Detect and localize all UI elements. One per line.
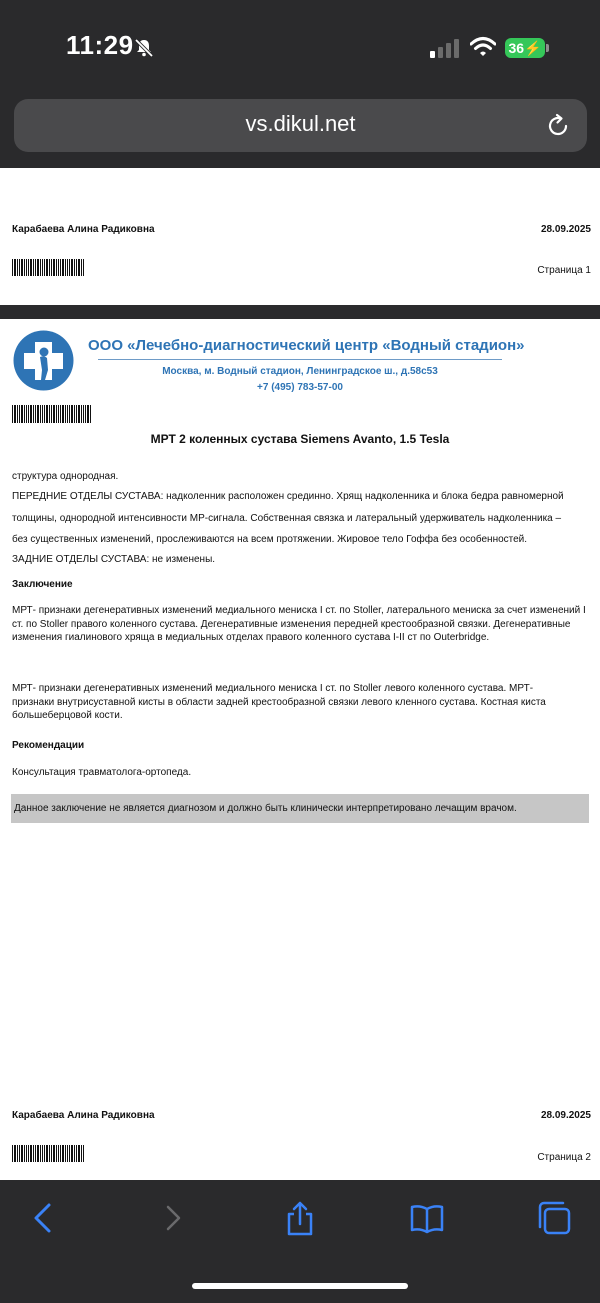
findings-line: без существенных изменений, прослеживаются на всем протяжении. Жировое тело Гоффа без особенностей. (12, 534, 528, 545)
findings-line: толщины, однородной интенсивности МР-сигнала. Собственная связка и латеральный удерживатель надколенника – (12, 513, 562, 524)
conclusion-heading: Заключение (12, 579, 73, 590)
battery-cap (546, 44, 549, 52)
page2-date: 28.09.2025 (540, 1110, 591, 1121)
page2-barcode (12, 1145, 85, 1162)
page2-number: Страница 2 (537, 1152, 591, 1163)
org-address: Москва, м. Водный стадион, Ленинградское ш., д.58с53 (162, 366, 438, 377)
page1-date: 28.09.2025 (540, 224, 591, 235)
page1-barcode (12, 259, 85, 276)
recommendations-heading: Рекомендации (12, 740, 85, 751)
document-title: МРТ 2 коленных сустава Siemens Avanto, 1.5 Tesla (150, 432, 450, 446)
status-time: 11:29 (66, 30, 134, 60)
book-icon[interactable] (409, 1200, 445, 1236)
share-icon[interactable] (282, 1200, 318, 1236)
recommendations-text: Консультация травматолога-ортопеда. (12, 767, 192, 778)
bell-muted-icon (134, 38, 154, 58)
findings-line: ПЕРЕДНИЕ ОТДЕЛЫ СУСТАВА: надколенник расположен срединно. Хрящ надколенника и блока бедра равномерной (12, 491, 564, 502)
reload-icon[interactable] (545, 113, 571, 139)
page-separator (0, 305, 600, 319)
wifi-icon (470, 36, 496, 58)
url-text: vs.dikul.net (245, 111, 356, 136)
chevron-left-icon[interactable] (25, 1200, 61, 1236)
org-divider (98, 359, 502, 360)
org-name: ООО «Лечебно-диагностический центр «Водный стадион» (88, 337, 525, 354)
org-phone: +7 (495) 783-57-00 (257, 382, 343, 393)
findings-line: структура однородная. (12, 471, 119, 482)
page2-patient-name: Карабаева Алина Радиковна (12, 1110, 155, 1121)
page1-number: Страница 1 (537, 265, 591, 276)
clinic-logo (13, 330, 74, 391)
tabs-icon[interactable] (536, 1200, 572, 1236)
page1-patient-name: Карабаева Алина Радиковна (12, 224, 155, 235)
chevron-right-icon[interactable] (156, 1200, 192, 1236)
conclusion-paragraph: МРТ- признаки дегенеративных изменений медиального мениска I ст. по Stoller левого коленного сустава. МРТ-признаки внутрисуставной кисты в области задней крестообразной связки левого кленного сустава. Костная киста большеберцовой кости. (12, 683, 546, 721)
conclusion-paragraph: МРТ- признаки дегенеративных изменений медиального мениска I ст. по Stoller, латерального мениска за счет изменений I ст. по Stoller правого коленного сустава. Дегенеративные изменения передней крестообразной связки. Дегенеративные изменения гиалинового хряща в медиальных отделах правого коленного сустава I-II ст по Outerbridge. (12, 605, 586, 643)
battery-indicator: 36⚡ (505, 38, 545, 58)
disclaimer-text: Данное заключение не является диагнозом и должно быть клинически интерпретировано лечащим врачом. (14, 803, 517, 814)
findings-line: ЗАДНИЕ ОТДЕЛЫ СУСТАВА: не изменены. (12, 554, 216, 565)
home-indicator (192, 1283, 408, 1289)
cellular-signal-icon (430, 38, 460, 58)
disclaimer-box (11, 794, 589, 823)
page2-header-barcode (12, 405, 92, 423)
address-bar[interactable] (14, 99, 587, 152)
